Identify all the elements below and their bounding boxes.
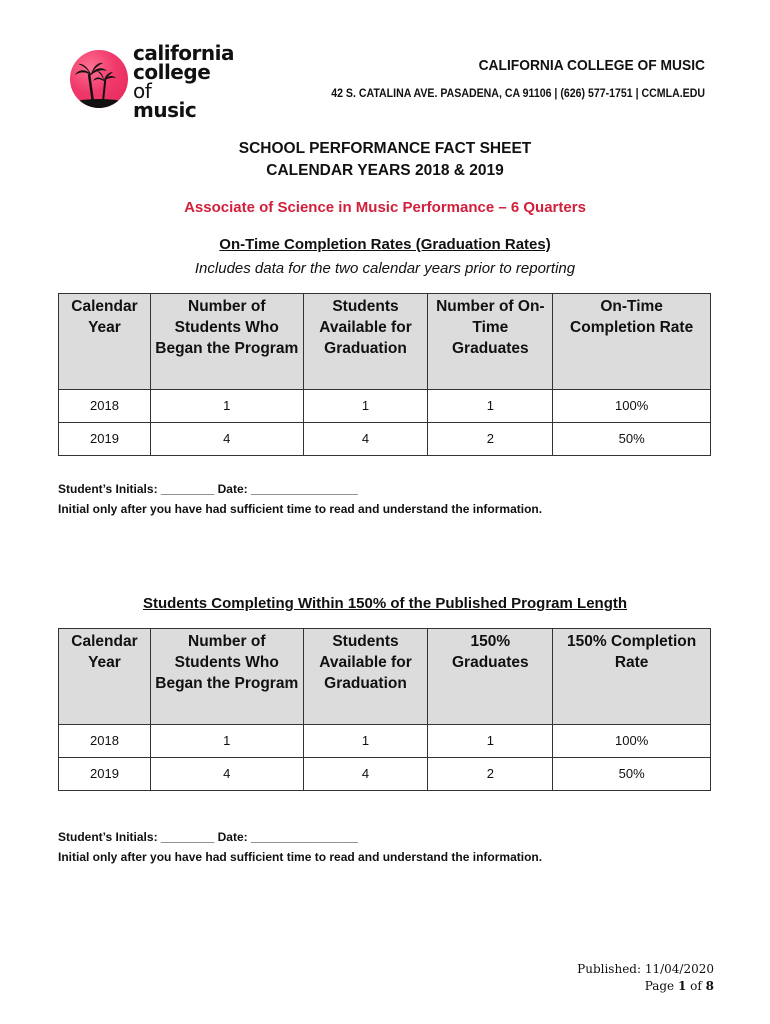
section2-initials-block xyxy=(58,827,542,867)
initials-note: Initial only after you have had sufficient time to read and understand the information. xyxy=(58,502,543,516)
section1-subtitle: Includes data for the two calendar years prior to reporting xyxy=(194,260,576,277)
table-header-cell: 150% Graduates xyxy=(428,629,553,725)
table-cell: 1 xyxy=(428,725,553,758)
program-name: Associate of Science in Music Performance – 6 Quarters xyxy=(184,199,586,216)
page-total: 8 xyxy=(705,979,714,993)
table-header-cell: Students Available for Graduation xyxy=(303,294,428,390)
page-prefix: Page xyxy=(644,979,678,993)
initials-date-line: Student’s Initials: ________ Date: ________________ xyxy=(58,830,358,844)
ontime-completion-table xyxy=(58,293,711,456)
table-header-cell: Students Available for Graduation xyxy=(303,629,428,725)
section1-initials-block xyxy=(58,479,542,519)
table-cell: 2019 xyxy=(59,758,151,791)
table-header-cell: 150% Completion Rate xyxy=(553,629,711,725)
header-address: 42 S. CATALINA AVE. PASADENA, CA 91106 | (626) 577-1751 | CCMLA.EDU xyxy=(331,88,705,100)
table-header-cell: Calendar Year xyxy=(59,629,151,725)
logo-line1: california xyxy=(133,41,234,65)
table-cell: 1 xyxy=(150,390,303,423)
table-cell: 1 xyxy=(428,390,553,423)
table-header-row xyxy=(59,294,711,390)
table-row xyxy=(59,725,711,758)
section2-title: Students Completing Within 150% of the Published Program Length xyxy=(142,595,628,612)
table-header-cell: Calendar Year xyxy=(59,294,151,390)
table-cell: 2019 xyxy=(59,423,151,456)
logo-line3: music xyxy=(133,98,197,122)
logo-line2-suffix: of xyxy=(133,79,152,103)
table-cell: 4 xyxy=(150,758,303,791)
table-cell: 1 xyxy=(303,390,428,423)
header-title: CALIFORNIA COLLEGE OF MUSIC xyxy=(478,57,705,74)
document-title-line1: SCHOOL PERFORMANCE FACT SHEET xyxy=(238,140,532,157)
table-cell: 1 xyxy=(150,725,303,758)
table-cell: 4 xyxy=(303,423,428,456)
completion-150-table xyxy=(58,628,711,791)
table-cell: 50% xyxy=(553,758,711,791)
table-cell: 4 xyxy=(150,423,303,456)
table-cell: 100% xyxy=(553,390,711,423)
page-of: of xyxy=(686,979,706,993)
section1-title: On-Time Completion Rates (Graduation Rates) xyxy=(219,236,551,253)
palm-tree-icon xyxy=(70,50,128,108)
table-row xyxy=(59,758,711,791)
page-current: 1 xyxy=(677,979,687,993)
table-header-cell: Number of Students Who Began the Program xyxy=(150,629,303,725)
table-row xyxy=(59,423,711,456)
table-cell: 1 xyxy=(303,725,428,758)
table-cell: 2 xyxy=(428,423,553,456)
document-title-line2: CALENDAR YEARS 2018 & 2019 xyxy=(266,162,504,179)
table-cell: 2 xyxy=(428,758,553,791)
logo-line2: college xyxy=(133,60,211,84)
table-cell: 2018 xyxy=(59,725,151,758)
table-cell: 50% xyxy=(553,423,711,456)
table-cell: 2018 xyxy=(59,390,151,423)
table-header-row xyxy=(59,629,711,725)
page-number xyxy=(500,978,714,995)
table-header-cell: On-Time Completion Rate xyxy=(553,294,711,390)
page-footer xyxy=(500,961,714,995)
table-header-cell: Number of Students Who Began the Program xyxy=(150,294,303,390)
table-cell: 4 xyxy=(303,758,428,791)
document-title xyxy=(0,138,770,182)
logo-wordmark xyxy=(133,41,234,122)
table-cell: 100% xyxy=(553,725,711,758)
initials-date-line: Student’s Initials: ________ Date: ________________ xyxy=(58,482,358,496)
published-date: Published: 11/04/2020 xyxy=(577,962,714,976)
college-logo xyxy=(70,41,234,122)
table-row xyxy=(59,390,711,423)
table-header-cell: Number of On-Time Graduates xyxy=(428,294,553,390)
initials-note: Initial only after you have had sufficient time to read and understand the information. xyxy=(58,850,543,864)
